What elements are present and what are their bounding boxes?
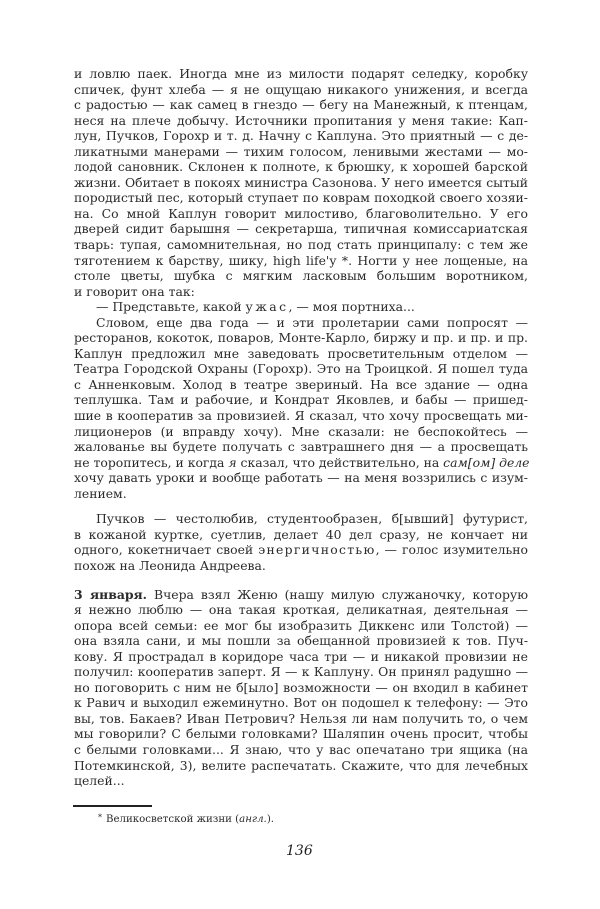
text-line: Потемкинской, 3), велите распечатать. Скажите, что для лечебных xyxy=(74,757,528,773)
text-line: но поговорить с ним не б[ыло] возможности — он входил в кабинет xyxy=(74,679,528,695)
text-line: в кожаной куртке, суетлив, делает 40 дел сразу, не кончает ни xyxy=(74,526,528,542)
text-line: тяготением к барству, шику, high life'у *. Ногти у нее лощеные, на xyxy=(74,252,528,268)
text-line: и говорит она так: xyxy=(74,283,195,299)
text-line: она взяла сани, и мы пошли за обещанной провизией к тов. Пуч- xyxy=(74,633,528,649)
text-run: , — голос изумительно xyxy=(375,542,528,558)
text-line: получил: кооператив заперт. Я — к Каплуну. Он принял радушно — xyxy=(74,664,528,680)
text-line: ликатными манерами — тихим голосом, ленивыми жестами — мо- xyxy=(74,143,528,159)
text-line: лодой сановник. Склонен к полноте, к брюшку, к хорошей барской xyxy=(74,159,528,175)
text-line: неся на плече добычу. Источники пропитания у меня такие: Кап- xyxy=(74,112,528,128)
text-line: с белыми головками... Я знаю, что у вас опечатано три ящика (на xyxy=(74,741,528,757)
text-line: и ловлю паек. Иногда мне из милости подарят селедку, коробку xyxy=(74,66,528,81)
text-line: лением. xyxy=(74,485,127,501)
text-line: я нежно люблю — она такая кроткая, деликатная, деятельная — xyxy=(74,602,528,618)
text-line: с радостью — как самец в гнездо — бегу на Манежный, к птенцам, xyxy=(74,97,528,113)
footnote-mark: * xyxy=(98,813,102,822)
page-body xyxy=(74,66,528,789)
footnote-divider xyxy=(73,805,152,807)
quote-paragraph xyxy=(74,299,528,315)
entry-gap xyxy=(74,574,528,587)
footnote-text-end: ). xyxy=(266,814,275,825)
text-line: ресторанов, кокоток, поваров, Монте-Карло, биржу и пр. и пр. и пр. xyxy=(74,330,528,346)
text-line: опора всей семьи: ее мог бы изобразить Диккенс или Толстой) — xyxy=(74,617,528,633)
footnote-italic: англ. xyxy=(239,814,267,825)
text-line: на. Со мной Каплун говорит милостиво, благоволительно. У его xyxy=(74,205,528,221)
text-line: спичек, фунт хлеба — я не ощущаю никакого унижения, и всегда xyxy=(74,81,528,97)
quote-text: — Представьте, какой xyxy=(96,299,246,315)
text-line: мы говорили? С белыми головками? Шаляпин очень просит, чтобы xyxy=(74,726,528,742)
text-run: не торопитесь, и когда xyxy=(74,454,229,470)
diary-entry-jan-3 xyxy=(74,587,528,789)
footnote xyxy=(98,813,274,825)
text-line: Словом, еще два года — и эти пролетарии сами попросят — xyxy=(96,314,528,330)
text-line xyxy=(74,542,528,558)
text-line: жалованье вы будете получать с завтрашнего дня — а просвещать xyxy=(74,439,528,455)
text-line: лун, Пучков, Горохр и т. д. Начну с Каплуна. Это приятный — с де- xyxy=(74,128,528,144)
text-run: одного, кокетничает своей xyxy=(74,542,259,558)
text-line: лиционеров (и вправду хочу). Мне сказали: не беспокойтесь — xyxy=(74,423,528,439)
spaced-emphasis: энергичностью xyxy=(258,542,376,558)
quote-text: , — моя портниха... xyxy=(288,299,415,315)
text-line: хочу давать уроки и вообще работать — на меня воззрились с изум- xyxy=(74,470,528,486)
spaced-emphasis: ужас xyxy=(245,299,289,315)
text-line xyxy=(74,587,528,603)
text-line xyxy=(74,299,528,315)
text-line: столе цветы, шубка с мягким ласковым большим воротником, xyxy=(74,268,528,284)
text-line: тварь: тупая, самомнительная, но под стать принципалу: с тем же xyxy=(74,237,528,253)
text-line: Пучков — честолюбив, студентообразен, б[ывший] футурист, xyxy=(96,511,528,527)
text-line: вы, тов. Бакаев? Иван Петрович? Нельзя ли нам получить то, о чем xyxy=(74,710,528,726)
text-line: Каплун предложил мне заведовать просветительным отделом — xyxy=(74,345,528,361)
entry-date: 3 января. xyxy=(74,586,147,602)
italic-text: я xyxy=(228,454,237,470)
text-line: к Равич и выходил ежеминутно. Вот он подошел к телефону: — Это xyxy=(74,695,528,711)
paragraph-1 xyxy=(74,66,528,299)
paragraph-3 xyxy=(74,315,528,502)
text-line: породистый пес, который ступает по коврам походкой своего хозяи- xyxy=(74,190,528,206)
text-line xyxy=(74,455,528,471)
paragraph-4 xyxy=(74,511,528,573)
text-line: дверей сидит барышня — секретарша, типичная комиссариатская xyxy=(74,221,528,237)
text-run: сказал, что действительно, на xyxy=(236,454,444,470)
footnote-text: Великосветской жизни ( xyxy=(106,814,240,825)
italic-text: сам[ом] деле xyxy=(443,454,530,470)
text-line: теплушка. Там и рабочие, и Кондрат Яковлев, и бабы — пришед- xyxy=(74,392,528,408)
text-run: Вчера взял Женю (нашу милую служаночку, которую xyxy=(146,586,528,602)
text-line: целей... xyxy=(74,773,125,789)
text-line: шие в кооператив за провизией. Я сказал, что хочу просвещать ми- xyxy=(74,408,528,424)
text-line: похож на Леонида Андреева. xyxy=(74,557,266,573)
paragraph-gap xyxy=(74,501,528,511)
text-line: жизни. Обитает в покоях министра Сазонова. У него имеется сытый xyxy=(74,174,528,190)
text-line: Театра Городской Охраны (Горохр). Это на Троицкой. Я пошел туда xyxy=(74,361,528,377)
text-line: кову. Я прострадал в коридоре часа три — и никакой провизии не xyxy=(74,648,528,664)
text-line: с Анненковым. Холод в театре звериный. На все здание — одна xyxy=(74,376,528,392)
page-number: 136 xyxy=(286,843,313,859)
